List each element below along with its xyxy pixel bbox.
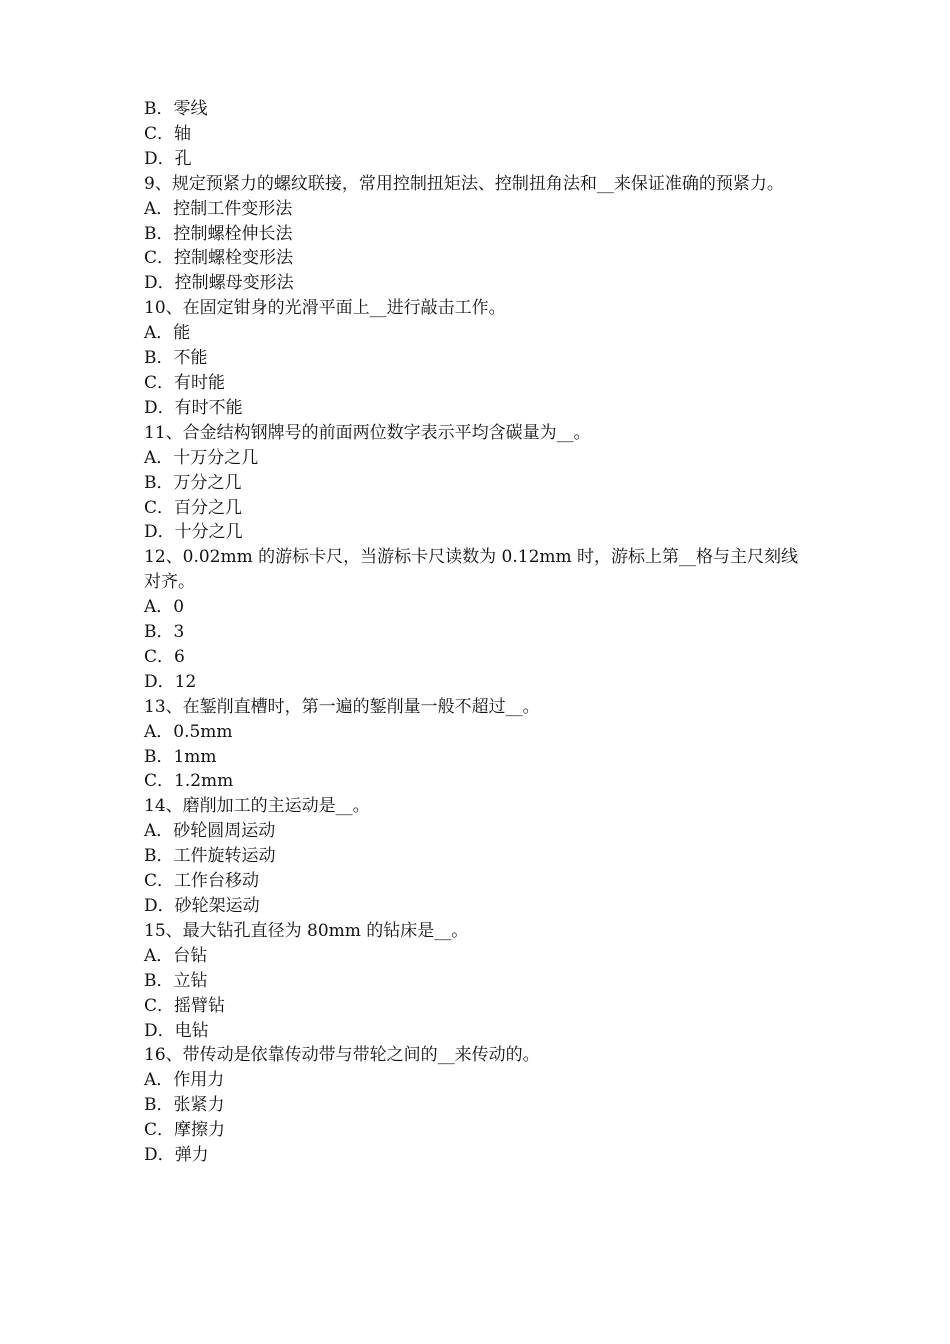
option-line: D．有时不能	[144, 397, 243, 418]
option-line: A．控制工件变形法	[144, 198, 293, 219]
document-body	[144, 97, 808, 1168]
option-line: B．工件旋转运动	[144, 846, 276, 867]
question-15: 15、最大钻孔直径为 80mm 的钻床是__。	[144, 920, 469, 941]
option-line: B．3	[144, 622, 185, 643]
option-line: A．作用力	[144, 1070, 225, 1091]
option-line: C．轴	[144, 123, 192, 144]
option-line: D．砂轮架运动	[144, 896, 260, 916]
option-line: A．十万分之几	[144, 447, 259, 468]
option-line: B．零线	[144, 99, 208, 119]
question-10: 10、在固定钳身的光滑平面上__进行敲击工作。	[144, 298, 506, 319]
option-line: B．不能	[144, 348, 208, 369]
option-line: C．控制螺栓变形法	[144, 248, 294, 269]
option-line: A．台钻	[144, 945, 208, 966]
option-line: A．0.5mm	[144, 721, 233, 742]
option-line: B．张紧力	[144, 1095, 225, 1116]
option-line: C．1.2mm	[144, 771, 234, 792]
option-line: B．万分之几	[144, 472, 242, 493]
option-line: A．0	[144, 597, 185, 618]
option-line: C．有时能	[144, 372, 226, 393]
option-line: B．立钻	[144, 970, 208, 991]
option-line: C．工作台移动	[144, 871, 260, 892]
option-line: D．孔	[144, 148, 192, 169]
question-13: 13、在錾削直槽时，第一遍的錾削量一般不超过__。	[144, 696, 540, 717]
option-line: D．12	[144, 671, 197, 692]
option-line: D．弹力	[144, 1145, 209, 1166]
option-line: C．6	[144, 646, 185, 667]
option-line: A．能	[144, 323, 191, 344]
question-9: 9、规定预紧力的螺纹联接，常用控制扭矩法、控制扭角法和__来保证准确的预紧力。	[144, 173, 784, 194]
option-line: B．1mm	[144, 746, 217, 767]
question-14: 14、磨削加工的主运动是__。	[144, 796, 370, 817]
option-line: D．十分之几	[144, 522, 243, 543]
option-line: D．控制螺母变形法	[144, 273, 294, 294]
question-16: 16、带传动是依靠传动带与带轮之间的__来传动的。	[144, 1045, 540, 1066]
option-line: A．砂轮圆周运动	[144, 821, 276, 842]
option-line: C．摇臂钻	[144, 995, 226, 1016]
option-line: B．控制螺栓伸长法	[144, 223, 293, 244]
option-line: C．摩擦力	[144, 1120, 226, 1141]
question-12: 12、0.02mm 的游标卡尺，当游标卡尺读数为 0.12mm 时，游标上第__格与主尺刻线对齐。	[144, 547, 799, 593]
question-11: 11、合金结构钢牌号的前面两位数字表示平均含碳量为__。	[144, 422, 591, 443]
option-line: D．电钻	[144, 1020, 209, 1041]
option-line: C．百分之几	[144, 497, 243, 518]
